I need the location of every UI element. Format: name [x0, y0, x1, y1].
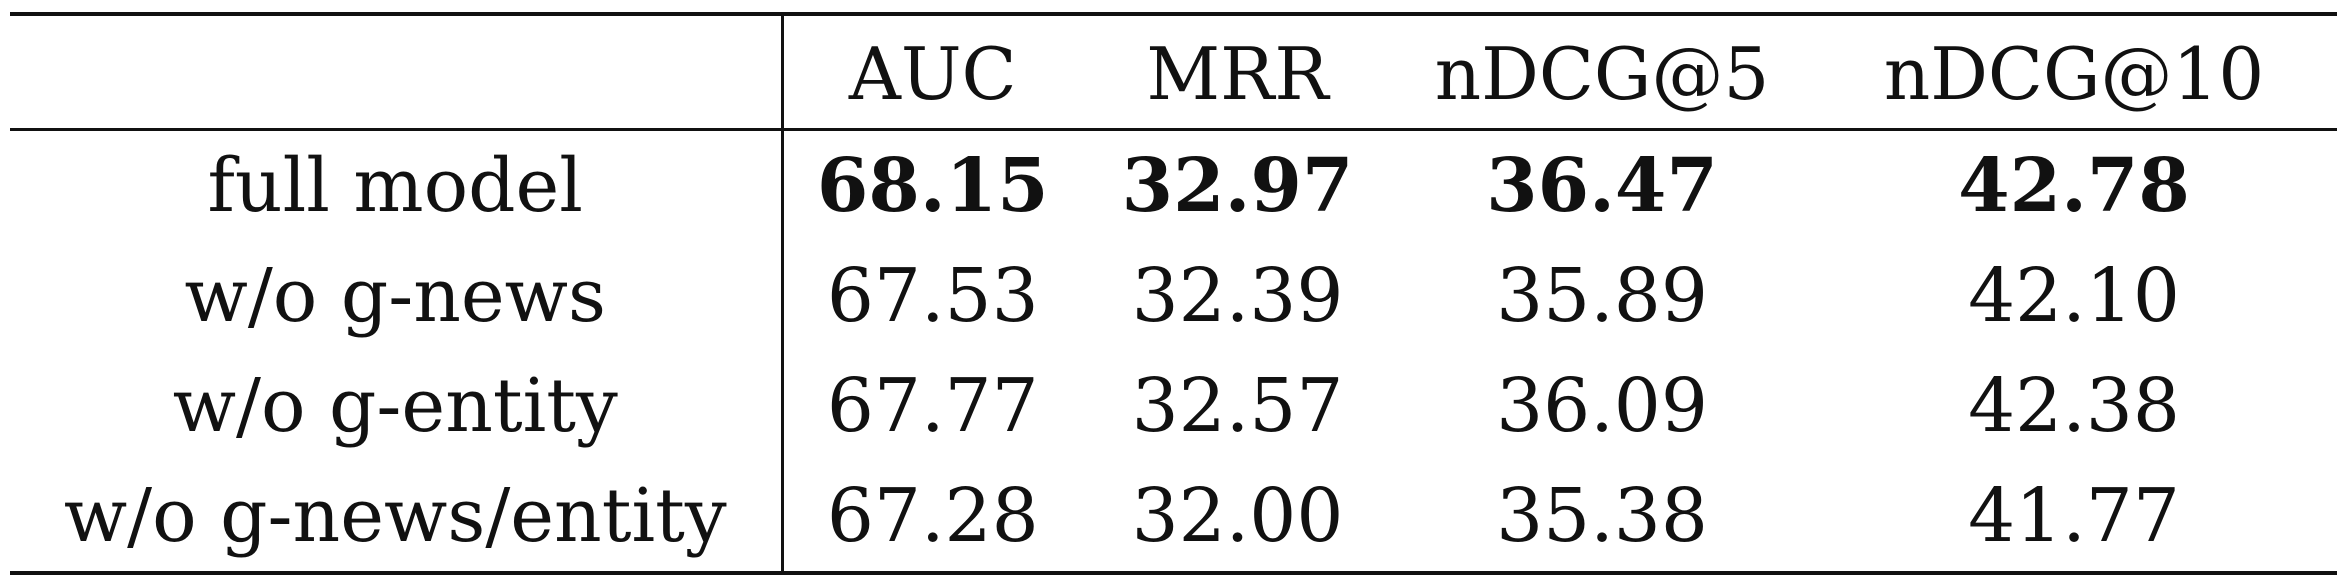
table-body [10, 130, 2337, 574]
table-row-wo-g-entity [10, 351, 2337, 461]
header-ndcg10: nDCG@10 [1883, 32, 2265, 116]
row-label: w/o g-entity [10, 351, 782, 461]
cell-auc: 68.15 [816, 143, 1049, 229]
cell-ndcg10: 42.10 [1968, 253, 2180, 339]
table-row-wo-g-news [10, 241, 2337, 351]
cell-auc: 67.77 [826, 363, 1039, 449]
row-label: full model [10, 130, 782, 242]
cell-auc: 67.28 [826, 473, 1039, 559]
table-header [10, 14, 2337, 130]
cell-ndcg10: 42.78 [1958, 143, 2190, 229]
header-row [10, 14, 2337, 130]
header-mrr: MRR [1146, 32, 1329, 116]
cell-mrr: 32.57 [1131, 363, 1344, 449]
row-label: w/o g-news/entity [10, 461, 782, 573]
cell-ndcg5: 36.47 [1486, 143, 1718, 229]
header-ndcg5: nDCG@5 [1434, 32, 1770, 116]
cell-ndcg5: 35.89 [1496, 253, 1708, 339]
cell-auc: 67.53 [826, 253, 1039, 339]
cell-ndcg5: 36.09 [1496, 363, 1708, 449]
header-corner-cell [10, 14, 782, 130]
ablation-results-table [10, 12, 2337, 575]
header-auc: AUC [848, 32, 1017, 116]
cell-mrr: 32.97 [1121, 143, 1354, 229]
ablation-table-container [10, 12, 2337, 575]
cell-ndcg10: 41.77 [1968, 473, 2180, 559]
cell-ndcg5: 35.38 [1496, 473, 1708, 559]
table-row-wo-g-news-entity [10, 461, 2337, 573]
table-row-full-model [10, 130, 2337, 242]
cell-ndcg10: 42.38 [1968, 363, 2180, 449]
row-label: w/o g-news [10, 241, 782, 351]
cell-mrr: 32.39 [1131, 253, 1344, 339]
cell-mrr: 32.00 [1131, 473, 1344, 559]
